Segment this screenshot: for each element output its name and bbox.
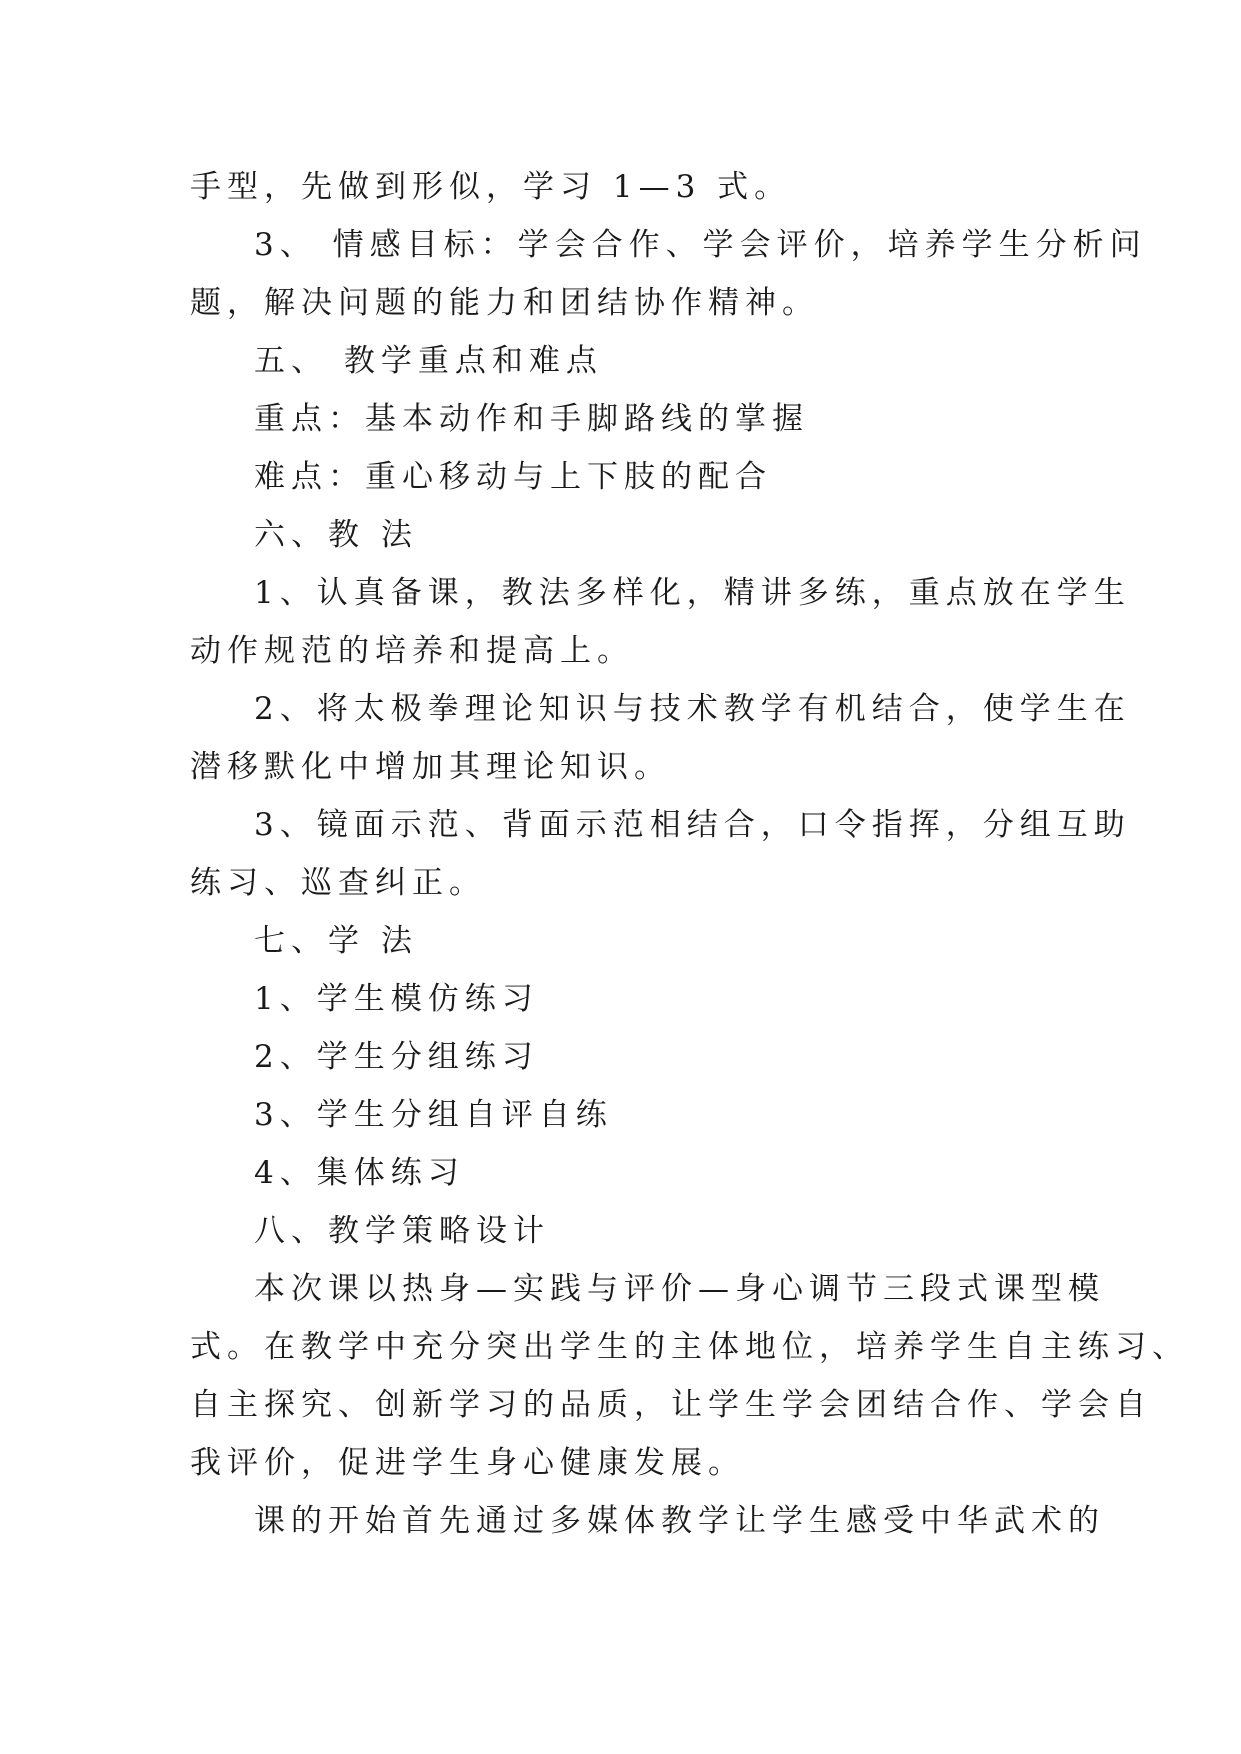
text-line: 2、将太极拳理论知识与技术教学有机结合，使学生在 (254, 691, 1131, 727)
text-line: 1、认真备课，教法多样化，精讲多练，重点放在学生 (254, 575, 1131, 611)
text-line: 潜移默化中增加其理论知识。 (190, 749, 671, 785)
text-line: 难点：重心移动与上下肢的配合 (254, 459, 772, 495)
text-line: 自主探究、创新学习的品质，让学生学会团结合作、学会自 (190, 1387, 1152, 1423)
section-heading: 五、 教学重点和难点 (254, 343, 603, 379)
list-item: 2、学生分组练习 (254, 1039, 539, 1075)
text-line: 3、 情感目标：学会合作、学会评价，培养学生分析问 (254, 227, 1147, 263)
text-line: 3、镜面示范、背面示范相结合，口令指挥，分组互助 (254, 807, 1131, 843)
section-heading: 七、学 法 (254, 923, 418, 959)
section-heading: 六、教 法 (254, 517, 418, 553)
text-line: 题，解决问题的能力和团结协作精神。 (190, 285, 819, 321)
text-line: 动作规范的培养和提高上。 (190, 633, 634, 669)
section-heading: 八、教学策略设计 (254, 1213, 550, 1249)
text-line: 本次课以热身—实践与评价—身心调节三段式课型模 (254, 1271, 1105, 1307)
list-item: 1、学生模仿练习 (254, 981, 539, 1017)
text-line: 重点：基本动作和手脚路线的掌握 (254, 401, 809, 437)
text-line: 我评价，促进学生身心健康发展。 (190, 1445, 745, 1481)
text-line: 式。在教学中充分突出学生的主体地位，培养学生自主练习、 (190, 1329, 1189, 1365)
list-item: 3、学生分组自评自练 (254, 1097, 613, 1133)
text-line: 练习、巡查纠正。 (190, 865, 486, 901)
text-line: 课的开始首先通过多媒体教学让学生感受中华武术的 (254, 1503, 1105, 1539)
text-line: 手型，先做到形似，学习 1—3 式。 (190, 169, 792, 205)
list-item: 4、集体练习 (254, 1155, 465, 1191)
